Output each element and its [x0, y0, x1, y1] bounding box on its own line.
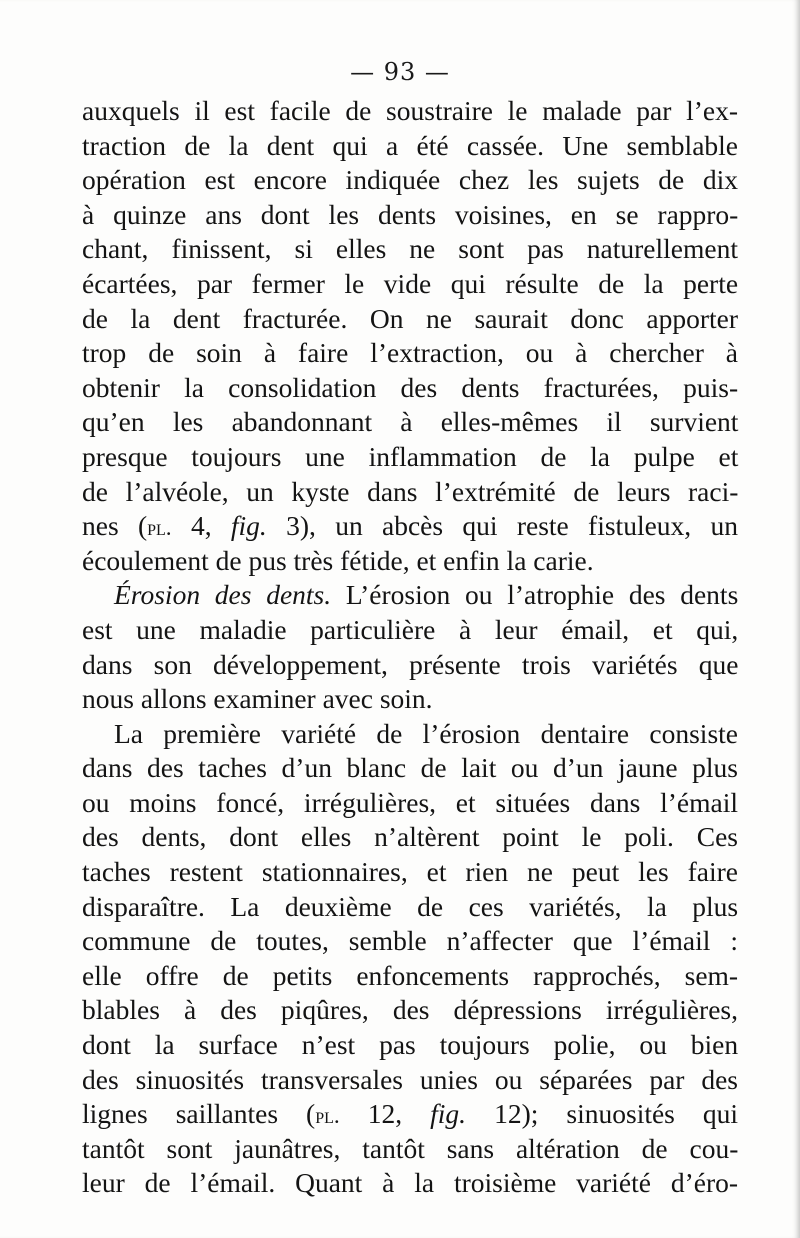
- text-line: La première variété de l’érosion dentaire consiste: [114, 717, 738, 749]
- text-line: disparaître. La deuxième de ces variétés, la plus: [82, 890, 739, 922]
- text-line: tantôt sont jaunâtres, tantôt sans altération de cou-: [82, 1132, 739, 1164]
- plate-abbrev: pl.: [147, 515, 172, 542]
- text-line-section-start: [82, 578, 738, 613]
- text-line: dans son développement, présente trois variétés que: [82, 648, 739, 680]
- text-line: elle offre de petits enfoncements rapprochés, sem-: [82, 959, 739, 991]
- text-line: taches restent stationnaires, et rien ne peut les faire: [82, 856, 738, 888]
- text-line: de la dent fracturée. On ne saurait donc apporter: [82, 302, 738, 334]
- plate-abbrev: pl.: [315, 1103, 340, 1130]
- line-segment: 12); sinuosités qui: [466, 1098, 739, 1130]
- page-number: — 93 —: [350, 58, 450, 86]
- text-line: trop de soin à faire l’extraction, ou à chercher à: [82, 337, 738, 369]
- line-segment: lignes saillantes (: [82, 1098, 316, 1130]
- line-segment: nes (: [82, 510, 148, 542]
- text-line: est une maladie particulière à leur émail, et qui,: [82, 613, 739, 645]
- text-line: qu’en les abandonnant à elles-mêmes il survient: [82, 406, 739, 438]
- line-segment: 3), un abcès qui reste fistuleux, un: [266, 510, 738, 542]
- body-text: [82, 94, 738, 1201]
- text-line: blables à des piqûres, des dépressions irrégulières,: [82, 994, 738, 1026]
- text-line: presque toujours une inflammation de la pulpe et: [82, 440, 739, 472]
- text-line: opération est encore indiquée chez les sujets de dix: [82, 164, 739, 196]
- text-line: obtenir la consolidation des dents fracturées, puis-: [82, 371, 739, 403]
- text-line: ou moins foncé, irrégulières, et situées dans l’émail: [82, 786, 738, 818]
- text-line: écoulement de pus très fétide, et enfin la carie.: [82, 544, 594, 576]
- text-line: dans des taches d’un blanc de lait ou d’un jaune plus: [82, 752, 738, 784]
- text-line: des sinuosités transversales unies ou séparées par des: [82, 1063, 738, 1095]
- text-line: dont la surface n’est pas toujours polie, ou bien: [82, 1029, 739, 1061]
- text-line: auxquels il est facile de soustraire le malade par l’ex-: [82, 95, 738, 126]
- text-line-with-plate-ref: [82, 1097, 738, 1132]
- line-segment: 12,: [339, 1098, 431, 1130]
- text-line: des dents, dont elles n’altèrent point le poli. Ces: [82, 821, 738, 853]
- text-line: nous allons examiner avec soin.: [82, 683, 433, 715]
- text-line: à quinze ans dont les dents voisines, en se rappro-: [82, 198, 739, 230]
- text-line: leur de l’émail. Quant à la troisième variété d’éro-: [82, 1167, 739, 1199]
- text-line: traction de la dent qui a été cassée. Une semblable: [82, 129, 738, 161]
- text-line: écartées, par fermer le vide qui résulte de la perte: [82, 267, 739, 299]
- figure-abbrev: fig.: [430, 1098, 467, 1130]
- text-line: de l’alvéole, un kyste dans l’extrémité de leurs raci-: [82, 475, 739, 507]
- text-line: chant, finissent, si elles ne sont pas naturellement: [82, 233, 738, 265]
- text-line: commune de toutes, semble n’affecter que l’émail :: [82, 925, 738, 957]
- line-segment: 4,: [171, 510, 231, 542]
- section-heading: Érosion des dents.: [114, 579, 332, 611]
- text-line-with-plate-ref: [82, 509, 738, 544]
- line-segment: L’érosion ou l’atrophie des dents: [331, 579, 739, 611]
- figure-abbrev: fig.: [230, 510, 267, 542]
